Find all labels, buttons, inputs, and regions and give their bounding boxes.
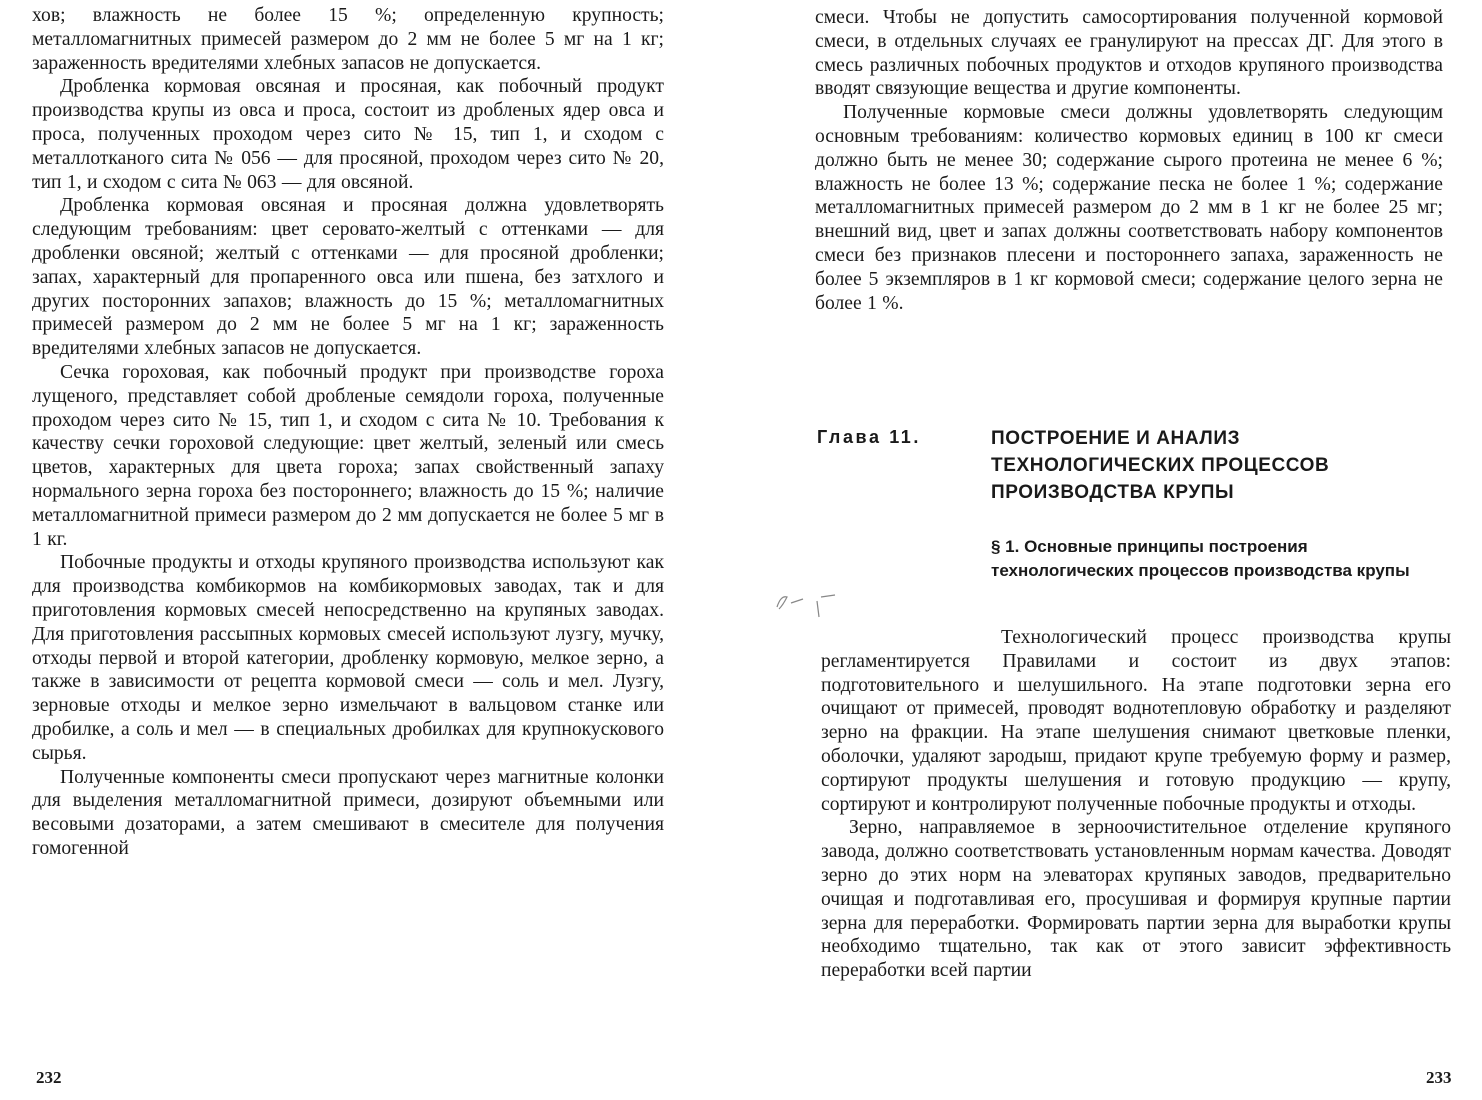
right-page-text-top: [815, 6, 1443, 315]
paragraph: смеси. Чтобы не допустить самосортирования полученной кормовой смеси, в отдельных случаях ее гранулируют на прессах ДГ. Для этого в смесь различных побочных продуктов и отходов крупяного производства вводят связующие вещества и другие компоненты.: [815, 7, 1443, 100]
left-page-text: [32, 4, 664, 861]
chapter-label: Глава 11.: [817, 427, 922, 447]
paragraph: хов; влажность не более 15 %; определенную крупность; металломагнитных примесей размером до 2 мм не более 5 мг на 1 кг; зараженность вредителями хлебных запасов не допускается.: [32, 5, 664, 74]
page-number: 232: [36, 1068, 62, 1087]
right-page-text-bottom: [821, 626, 1451, 983]
chapter-title: ПОСТРОЕНИЕ И АНАЛИЗ ТЕХНОЛОГИЧЕСКИХ ПРОЦЕССОВ ПРОИЗВОДСТВА КРУПЫ: [991, 428, 1330, 503]
paragraph: Дробленка кормовая овсяная и просяная должна удовлетворять следующим требованиям: цвет серовато-желтый с оттенками — для дробленки овсяной; желтый с оттенками — для просяной дробленки; запах, характерный для пропаренного овса или пшена, без затхлого и других посторонних запахов; влажность до 15 %; металломагнитных примесей размером до 2 мм не более 5 мг на 1 кг; зараженность вредителями хлебных запасов не допускается.: [32, 195, 664, 360]
section-heading: § 1. Основные принципы построения технологических процессов производства крупы: [991, 537, 1410, 580]
paragraph: Технологический процесс производства крупы регламентируется Правилами и состоит из двух этапов: подготовительного и шелушильного. На этапе подготовки зерна его очищают от примесей, проводят воднотепловую обработку и разделяют зерно на фракции. На этапе шелушения снимают цветковые пленки, оболочки, удаляют зародыш, придают крупе требуемую форму и размер, сортируют продукты шелушения и готовую продукцию — крупу, сортируют и контролируют полученные побочные продукты и отходы.: [821, 627, 1451, 815]
paragraph: Побочные продукты и отходы крупяного производства используют как для производства комбикормов на комбикормовых заводах, так и для приготовления кормовых смесей непосредственно на крупяных заводах. Для приготовления рассыпных кормовых смесей используют лузгу, мучку, отходы первой и второй категории, дробленку кормовую, мелкое зерно, а также в зависимости от рецепта кормовой смеси — соль и мел. Лузгу, зерновые отходы и мелкое зерно измельчают в вальцовом станке или дробилке, а соль и мел — в специальных дробилках для крупнокускового сырья.: [32, 552, 664, 764]
page-number: 233: [1426, 1068, 1452, 1087]
paragraph: Зерно, направляемое в зерноочистительное отделение крупяного завода, должно соответствовать установленным нормам качества. Доводят зерно до этих норм на элеваторах крупяных заводов, предварительно очищая и подготавливая его, просушивая и формируя крупные партии зерна для переработки. Формировать партии зерна для выработки крупы необходимо тщательно, так как от этого зависит эффективность переработки всей партии: [821, 817, 1451, 982]
right-page: [741, 0, 1482, 1100]
paragraph: Полученные компоненты смеси пропускают через магнитные колонки для выделения металломагнитной примеси, дозируют объемными или весовыми дозаторами, а затем смешивают в смесителе для получения гомогенной: [32, 766, 664, 859]
paragraph: Сечка гороховая, как побочный продукт при производстве гороха лущеного, представляет собой дробленые семядоли гороха, полученные проходом через сито № 15, тип 1, и сходом с сита № 10. Требования к качеству сечки гороховой следующие: цвет желтый, зеленый или смесь цветов, характерных для цвета гороха; запах свойственный запаху нормального зерна гороха без постороннего; влажность до 15 %; наличие металломагнитной примеси размером до 2 мм допускается не более 5 мг в 1 кг.: [32, 361, 664, 550]
pencil-mark-icon: [773, 583, 843, 623]
paragraph: Полученные кормовые смеси должны удовлетворять следующим основным требованиям: количество кормовых единиц в 100 кг смеси должно быть не менее 30; содержание сырого протеина не менее 6 %; влажность не более 13 %; содержание песка не более 1 %; содержание металломагнитных примесей размером до 2 мм в 1 кг не более 25 мг; внешний вид, цвет и запах должны соответствовать набору компонентов смеси без признаков плесени и постороннего запаха, зараженность не более 5 экземпляров в 1 кг кормовой смеси; содержание целого зерна не более 1 %.: [815, 102, 1443, 314]
paragraph: Дробленка кормовая овсяная и просяная, как побочный продукт производства крупы из овса и проса, состоит из дробленых ядер овса и проса, полученных проходом через сито № 15, тип 1, и сходом с металлотканого сита № 056 — для просяной, проходом через сито № 20, тип 1, и сходом с сита № 063 — для овсяной.: [32, 76, 664, 193]
